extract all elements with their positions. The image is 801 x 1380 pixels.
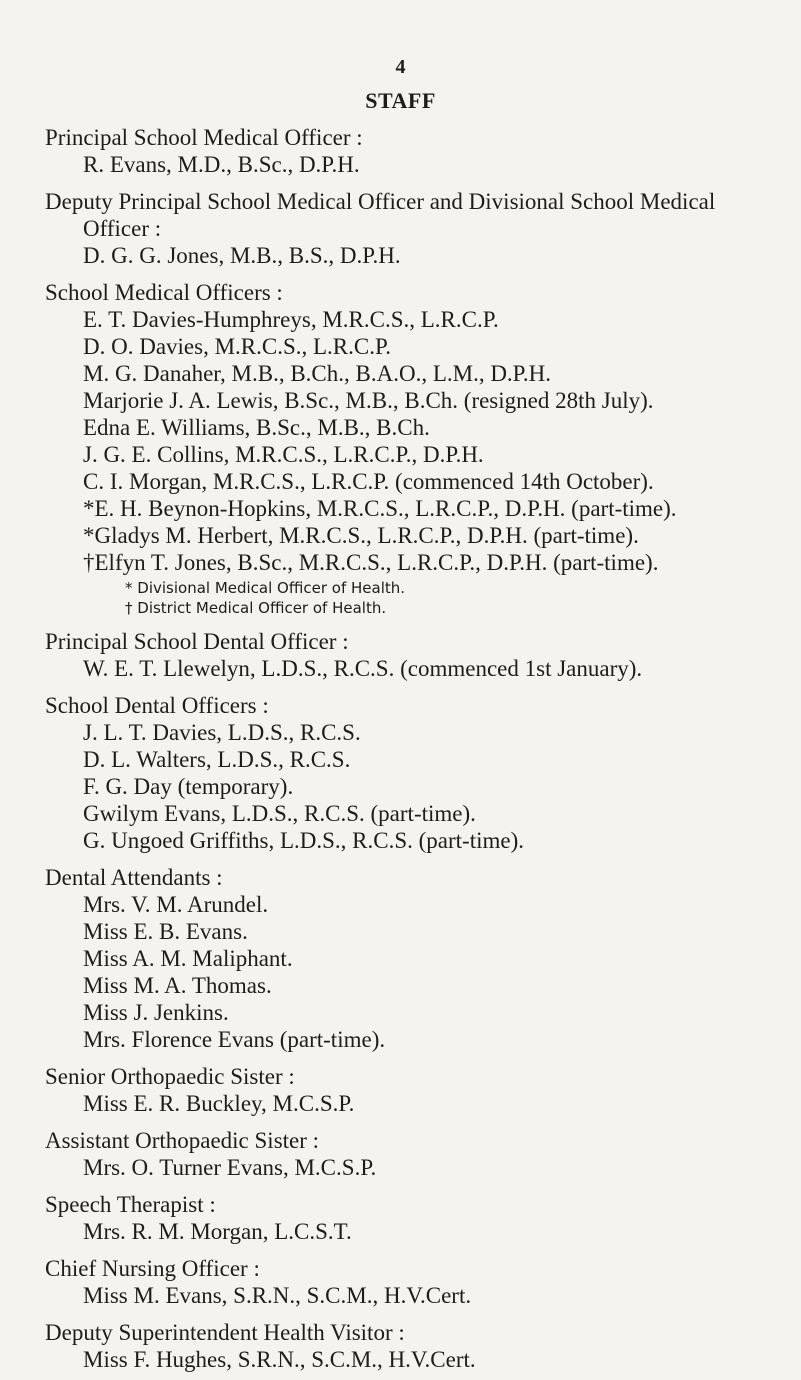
staff-entry: D. O. Davies, M.R.C.S., L.R.C.P.: [83, 334, 391, 359]
staff-entry: Miss E. R. Buckley, M.C.S.P.: [83, 1091, 355, 1116]
staff-entry: Miss M. Evans, S.R.N., S.C.M., H.V.Cert.: [83, 1283, 472, 1308]
section-deputy-superintendent-health-visitor: [45, 1319, 775, 1373]
staff-entry: M. G. Danaher, M.B., B.Ch., B.A.O., L.M., D.P.H.: [83, 361, 552, 386]
section-speech-therapist: [45, 1191, 775, 1245]
section-heading: Speech Therapist :: [45, 1192, 216, 1217]
staff-entry: C. I. Morgan, M.R.C.S., L.R.C.P. (commenced 14th October).: [83, 469, 654, 494]
staff-list: [45, 124, 775, 1373]
staff-entry: Edna E. Williams, B.Sc., M.B., B.Ch.: [83, 415, 430, 440]
section-heading: School Medical Officers :: [45, 280, 283, 305]
section-heading: Assistant Orthopaedic Sister :: [45, 1128, 320, 1153]
staff-entry: J. L. T. Davies, L.D.S., R.C.S.: [83, 720, 361, 745]
section-heading: Principal School Medical Officer :: [45, 125, 363, 150]
staff-entry: Miss M. A. Thomas.: [83, 973, 272, 998]
page-number: 4: [395, 56, 406, 78]
staff-entry: Marjorie J. A. Lewis, B.Sc., M.B., B.Ch. (resigned 28th July).: [83, 388, 654, 413]
section-assistant-orthopaedic-sister: [45, 1127, 775, 1181]
section-principal-school-dental-officer: [45, 628, 775, 682]
section-heading: School Dental Officers :: [45, 693, 269, 718]
staff-entry: Mrs. O. Turner Evans, M.C.S.P.: [83, 1155, 377, 1180]
section-heading: Dental Attendants :: [45, 865, 223, 890]
footnote-divisional: * Divisional Medical Officer of Health.: [125, 579, 406, 597]
section-chief-nursing-officer: [45, 1255, 775, 1309]
staff-entry: Mrs. V. M. Arundel.: [83, 892, 269, 917]
staff-entry: E. T. Davies-Humphreys, M.R.C.S., L.R.C.P.: [83, 307, 499, 332]
section-dental-attendants: [45, 864, 775, 1053]
staff-entry: J. G. E. Collins, M.R.C.S., L.R.C.P., D.P.H.: [83, 442, 484, 467]
section-heading: Senior Orthopaedic Sister :: [45, 1064, 295, 1089]
staff-entry: Miss E. B. Evans.: [83, 919, 248, 944]
section-heading: Deputy Principal School Medical Officer and Divisional School Medical Officer :: [45, 189, 716, 241]
section-principal-school-medical-officer: [45, 124, 775, 178]
staff-entry: Mrs. Florence Evans (part-time).: [83, 1027, 386, 1052]
staff-entry: G. Ungoed Griffiths, L.D.S., R.C.S. (part-time).: [83, 828, 525, 853]
staff-entry: *E. H. Beynon-Hopkins, M.R.C.S., L.R.C.P., D.P.H. (part-time).: [83, 496, 677, 521]
staff-entry: D. G. G. Jones, M.B., B.S., D.P.H.: [83, 243, 401, 268]
staff-entry: Gwilym Evans, L.D.S., R.C.S. (part-time).: [83, 801, 476, 826]
section-heading: Chief Nursing Officer :: [45, 1256, 260, 1281]
staff-entry: Mrs. R. M. Morgan, L.C.S.T.: [83, 1219, 352, 1244]
page-title: STAFF: [365, 88, 436, 113]
section-deputy-principal-school-medical-officer: [45, 188, 775, 269]
staff-entry: W. E. T. Llewelyn, L.D.S., R.C.S. (commenced 1st January).: [83, 656, 643, 681]
staff-entry: F. G. Day (temporary).: [83, 774, 294, 799]
section-school-medical-officers: [45, 279, 775, 618]
footnotes: [45, 578, 775, 618]
footnote-district: † District Medical Officer of Health.: [125, 599, 387, 617]
staff-entry: D. L. Walters, L.D.S., R.C.S.: [83, 747, 351, 772]
section-senior-orthopaedic-sister: [45, 1063, 775, 1117]
section-school-dental-officers: [45, 692, 775, 854]
staff-entry: †Elfyn T. Jones, B.Sc., M.R.C.S., L.R.C.P., D.P.H. (part-time).: [83, 550, 659, 575]
staff-entry: R. Evans, M.D., B.Sc., D.P.H.: [83, 152, 360, 177]
staff-entry: Miss F. Hughes, S.R.N., S.C.M., H.V.Cert.: [83, 1347, 476, 1372]
staff-entry: *Gladys M. Herbert, M.R.C.S., L.R.C.P., D.P.H. (part-time).: [83, 523, 639, 548]
section-heading: Principal School Dental Officer :: [45, 629, 349, 654]
section-heading: Deputy Superintendent Health Visitor :: [45, 1320, 405, 1345]
staff-entry: Miss J. Jenkins.: [83, 1000, 229, 1025]
staff-entry: Miss A. M. Maliphant.: [83, 946, 293, 971]
